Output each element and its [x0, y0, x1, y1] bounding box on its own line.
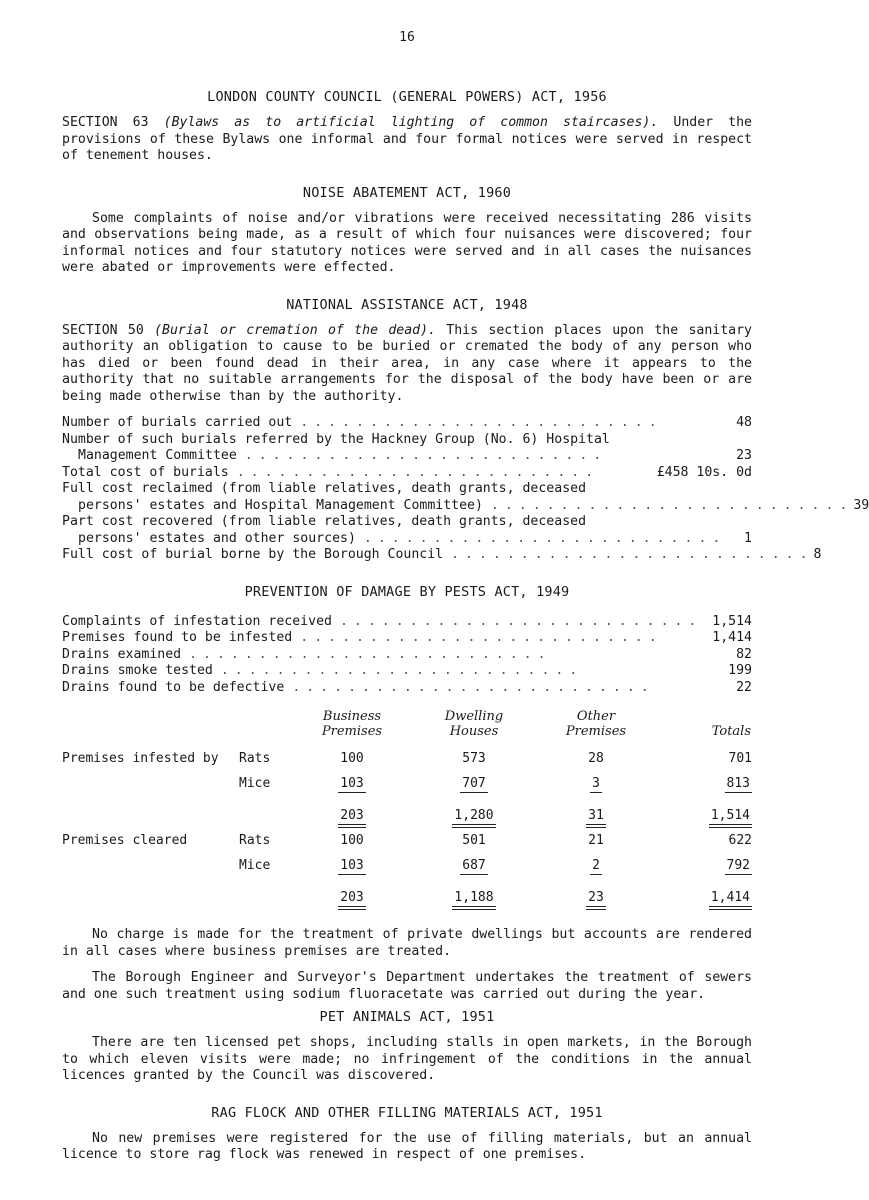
burial-row-label: Part cost recovered (from liable relatives, death grants, deceased	[62, 514, 587, 529]
burial-row-value: 1	[744, 530, 752, 546]
pests-heading: PREVENTION OF DAMAGE BY PESTS ACT, 1949	[244, 583, 570, 600]
cell: 100	[340, 833, 364, 848]
cell: 1,280	[452, 808, 495, 828]
col-business-header: Business Premises	[321, 709, 383, 739]
burial-row-label-cont: Management Committee	[78, 448, 237, 463]
cell: 1,514	[709, 808, 752, 828]
pest-table	[62, 708, 752, 907]
page-number: 16	[399, 30, 415, 45]
pest-row-label: Drains smoke tested	[62, 663, 213, 678]
lcc-section-title: (Bylaws as to artificial lighting of common staircases).	[163, 115, 659, 130]
cell: 100	[340, 751, 364, 766]
rag-flock-paragraph: No new premises were registered for the use of filling materials, but an annual licence to store rag flock was renewed in respect of one premises.	[62, 1130, 752, 1162]
rag-flock-heading: RAG FLOCK AND OTHER FILLING MATERIALS ACT, 1951	[211, 1104, 603, 1121]
burial-row-value: 8	[813, 547, 822, 562]
pests-note-charges: No charge is made for the treatment of private dwellings but accounts are rendered in all cases where business premises are treated.	[62, 927, 752, 959]
cell: 203	[338, 890, 365, 910]
cell: 103	[340, 858, 364, 873]
cell: 2	[592, 858, 600, 873]
noise-paragraph: Some complaints of noise and/or vibrations were received necessitating 286 visits and observations being made, as a result of which four nuisances were discovered; four informal notices and four statutory notices were served and in all cases the nuisances were abated or improvements were effected.	[62, 210, 752, 275]
rats-label: Rats	[239, 751, 271, 766]
pest-row: Drains examined .......................... 82	[62, 646, 752, 662]
pest-row-value: 1,414	[712, 630, 752, 645]
burial-row: Full cost of burial borne by the Borough Council .......................... 8	[62, 547, 822, 562]
na-section-label: SECTION 50	[62, 322, 144, 338]
pet-animals-heading: PET ANIMALS ACT, 1951	[319, 1009, 495, 1025]
noise-heading: NOISE ABATEMENT ACT, 1960	[302, 184, 512, 201]
cell: 3	[592, 776, 600, 791]
pest-row-label: Premises found to be infested	[62, 630, 293, 645]
burial-row-label: Full cost of burial borne by the Borough Council	[62, 547, 444, 562]
pests-note-sewers: The Borough Engineer and Surveyor's Department undertakes the treatment of sewers and one such treatment using sodium fluoracetate was carried out during the year.	[62, 970, 752, 1002]
na-section-text: This section places upon the sanitary authority an obligation to cause to be buried or cremated the body of any person who has died or been found dead in their area, in any case where it appears to the authority that no suitable arrangements for the disposal of the body have been or are being made otherwise than by the authority.	[62, 322, 752, 404]
cell: 573	[462, 751, 486, 766]
burial-row-label: Number of such burials referred by the Hackney Group (No. 6) Hospital	[62, 431, 610, 447]
table-row-total	[62, 793, 752, 825]
cell: 1,414	[709, 890, 752, 910]
pest-row: Premises found to be infested .......................... 1,414	[62, 630, 752, 645]
burial-row: persons' estates and Hospital Management Committee) .......................... 39	[78, 497, 869, 513]
infested-label: Premises infested by	[62, 751, 219, 766]
pest-row: Complaints of infestation received .......................... 1,514	[62, 613, 752, 629]
cell: 28	[588, 751, 604, 766]
pest-row-label: Complaints of infestation received	[62, 613, 332, 629]
table-row	[62, 850, 752, 875]
col-dwelling-header: Dwelling Houses	[444, 709, 504, 739]
burial-row-value: 23	[736, 448, 752, 463]
pests-list	[62, 614, 752, 697]
cell: 687	[462, 858, 486, 873]
burial-row: Management Committee .......................... 23	[78, 448, 752, 463]
pest-row: Drains smoke tested .......................... 199	[62, 663, 752, 678]
national-assistance-heading: NATIONAL ASSISTANCE ACT, 1948	[286, 296, 528, 313]
table-row-total	[62, 875, 752, 907]
burial-row: Number of burials carried out .......................... 48	[62, 415, 752, 430]
pest-row-label: Drains found to be defective	[62, 679, 285, 695]
mice-label: Mice	[239, 776, 271, 791]
na-section-title: (Burial or cremation of the dead).	[154, 322, 436, 338]
cell: 1,188	[452, 890, 495, 910]
document-page	[62, 30, 869, 1164]
cell: 501	[462, 833, 486, 848]
cell: 622	[728, 833, 752, 848]
burials-list	[62, 415, 869, 564]
burial-row-label-cont: persons' estates and other sources)	[78, 530, 356, 546]
burial-row-value: 48	[736, 415, 752, 430]
pest-row-value: 82	[736, 646, 752, 662]
col-other-header: Other Premises	[565, 709, 627, 739]
cell: 701	[728, 751, 752, 766]
cell: 103	[340, 776, 364, 791]
cell: 203	[338, 808, 365, 828]
burial-row-label-cont: persons' estates and Hospital Management Committee)	[78, 497, 483, 513]
lcc-section-text: Under the provisions of these Bylaws one informal and four formal notices were served in respect of tenement houses.	[62, 115, 752, 163]
cleared-label: Premises cleared	[62, 833, 188, 848]
cell: 21	[588, 833, 604, 848]
pest-row-value: 199	[728, 663, 752, 678]
pest-row-label: Drains examined	[62, 646, 182, 662]
burial-row-value: £458 10s. 0d	[656, 464, 752, 480]
burial-row-label: Total cost of burials	[62, 464, 229, 480]
table-row	[62, 825, 752, 850]
pest-row: Drains found to be defective .......................... 22	[62, 679, 752, 695]
cell: 707	[462, 776, 486, 791]
pet-animals-paragraph: There are ten licensed pet shops, including stalls in open markets, in the Borough to which eleven visits were made; no infringement of the conditions in the annual licences granted by the Council was discovered.	[62, 1035, 752, 1083]
burial-row: Total cost of burials .......................... £458 10s. 0d	[62, 464, 752, 480]
table-row	[62, 768, 752, 793]
rats-label: Rats	[239, 833, 271, 848]
burial-row-label: Number of burials carried out	[62, 415, 293, 430]
cell: 23	[586, 890, 606, 910]
national-assistance-paragraph	[62, 323, 752, 406]
pest-table-header	[62, 708, 752, 743]
col-totals-header: Totals	[711, 724, 751, 739]
mice-label: Mice	[239, 858, 271, 873]
lcc-section-paragraph	[62, 115, 752, 165]
table-row	[62, 743, 752, 768]
cell: 31	[586, 808, 606, 828]
lcc-section-label: SECTION 63	[62, 115, 149, 130]
pest-row-value: 22	[736, 679, 752, 695]
burial-row-value: 39	[853, 497, 869, 513]
burial-row: persons' estates and other sources) .......................... 1	[78, 530, 752, 546]
cell: 813	[726, 776, 750, 791]
burial-row-label: Full cost reclaimed (from liable relatives, death grants, deceased	[62, 481, 587, 496]
pest-row-value: 1,514	[712, 613, 752, 629]
cell: 792	[726, 858, 750, 873]
lcc-heading: LONDON COUNTY COUNCIL (GENERAL POWERS) ACT, 1956	[207, 89, 607, 105]
